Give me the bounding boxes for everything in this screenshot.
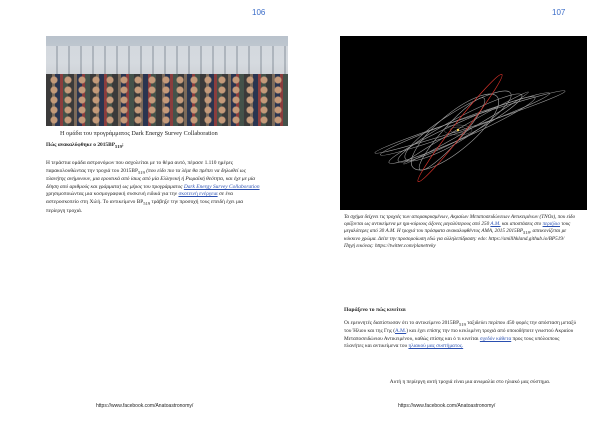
perpendicular-link[interactable]: σχεδόν κάθετα bbox=[479, 335, 512, 342]
photo-crowd bbox=[46, 74, 288, 126]
orbit-diagram-image bbox=[340, 36, 587, 210]
photo-caption: Η ομάδα του προγράμματος Dark Energy Survey Collaboration bbox=[60, 130, 218, 137]
dark-energy-link[interactable]: Dark Energy Survey Collaboration bbox=[183, 183, 260, 190]
orbit-path bbox=[378, 88, 551, 161]
perihelion-link[interactable]: περιήλιο bbox=[542, 221, 561, 227]
section-heading: Παράξενο το πώς κινείται bbox=[344, 307, 406, 313]
au-link[interactable]: Α.Μ. bbox=[490, 221, 501, 227]
image-source: Πηγή εικόνας: https://twitter.com/planetreky bbox=[344, 243, 436, 250]
right-paragraph: Οι ερευνητές διαπίστωσαν ότι το αντικείμενο $2015BP_{519}$ ταξιδεύει περίπου 450 φορές την απόσταση μεταξύ του Ήλιου και της Γης (Α.Μ.) και έχει επίσης την πιο κεκλιμένη τροχιά από οποιοδήποτε γνωστού Ακραίου Μεταποσειδώνιου Αντικειμένου, καθώς επίσης και ό τι κινείται σχεδόν κάθετα προς τους υπόλοιπους πλανήτες και αντικείμενα του ηλιακού μας συστήματος. bbox=[344, 320, 577, 350]
left-paragraph: Η τεράστια ομάδα αστρονόμων που ασχολείται με το θέμα αυτό, πέρασε 1.110 ημέρες παρακολουθώντας την τροχιά του $2015BP_{519}$ (που είδο πιο τα λέμε θα πρέπει να δηλωθεί ως πλανήτης ανήμυνουν, μια ερουτικά από ίσως από μία Ελληνική ή Ρωμαϊκή θεότητα, και έχε με μία δέηση από αριθμούς και γράμματα) ως μέρος του προγράμματος Dark Energy Survey Collaboration χρησιμοποιώντας μια κοσμογραφική συσκευή ειδικά για την σκοτεινή ενέργεια σε ένα αστεροσκοπείο στη Χιλή. Το αντικείμενο $BP_{519}$ τράβηξε την προσοχή τους επειδή έχει μια περίεργη τροχιά. bbox=[46, 160, 260, 214]
sun-dot bbox=[457, 129, 459, 131]
solar-system-link[interactable]: ηλιακού μας συστήματος. bbox=[408, 343, 464, 350]
page-footer: https://www.facebook.com/Anatoastronomy/ bbox=[398, 403, 496, 409]
section-heading: Πώς ανακαλύφθηκε ο $2015BP_{519}$; bbox=[46, 142, 124, 150]
right-page bbox=[300, 0, 600, 424]
page-footer: https://www.facebook.com/Anatoastronomy/ bbox=[96, 403, 194, 409]
photo-building bbox=[46, 46, 288, 76]
orbits-svg bbox=[340, 36, 587, 210]
page-number: 106 bbox=[252, 8, 266, 17]
image-caption: Τα σχήμα δείχνει τις τροχιές των απομακρυσμένων, Ακραίων Μεταποσειδώνειων Αντικειμένων (TNOs), που είδο ορίζονται ως αντικείμενα με ημι-κύριους άξονες μεγαλύτερους από 250 Α.Μ. και αποστάσεις στο περιήλιο τους μεγαλύτερες από 30 Α.Μ. Η τροχιά του πρόσφατα ανακαλυφθέντος ΑΜΑ, 2015 $2015BP_{519}$, απεικονίζεται με κόκκινο χρώμα. Δείτε την προσομοίωση εδώ για αλληλεπίδραση: edo: https://smillhkland.github.io/BP519/ Πηγή εικόνας: https://twitter.com/planetreky bbox=[344, 214, 576, 250]
page-number: 107 bbox=[552, 8, 566, 17]
closing-paragraph: Αυτή η περίεργη αυτή τροχιά είναι μια ανωμαλία στο ηλιακό μας σύστημα. bbox=[389, 379, 551, 385]
dark-energy-link-2[interactable]: σκοτεινή ενέργεια bbox=[178, 191, 218, 198]
group-photo bbox=[46, 36, 288, 126]
au-link-body[interactable]: Α.Μ. bbox=[395, 328, 407, 335]
